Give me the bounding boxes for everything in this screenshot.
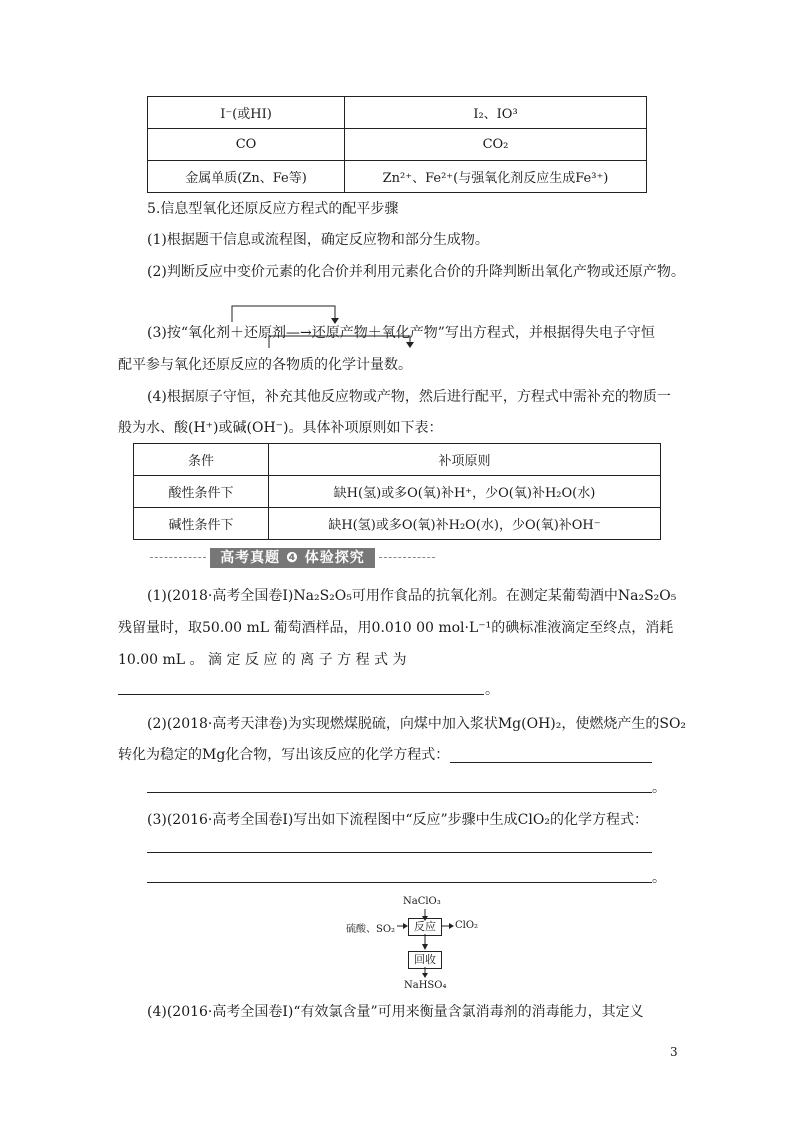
q1-line1: (1)(2018·高考全国卷Ⅰ)Na₂S₂O₅可用作食品的抗氧化剂。在测定某葡萄酒中Na₂S₂O₅ [147,588,677,604]
table-cell: 缺H(氢)或多O(氧)补H⁺，少O(氧)补H₂O(水) [269,476,661,508]
answer-blank[interactable] [147,792,652,793]
step-1: (1)根据题干信息或流程图，确定反应物和部分生成物。 [147,232,489,248]
q2-end: 。 [652,780,666,796]
flow-box-reaction: 反应 [408,918,442,936]
banner-title: 高考真题 ❹ 体验探究 [210,548,375,568]
table-row [134,476,661,508]
q2-line1: (2)(2018·高考天津卷)为实现燃煤脱硫，向煤中加入浆状Mg(OH)₂，使燃烧产生的SO₂ [147,716,687,732]
column-header: 条件 [134,444,269,476]
step-4-line1: (4)根据原子守恒，补充其他反应物或产物，然后进行配平，方程式中需补充的物质一 [147,389,671,405]
table-cell: CO [148,129,345,161]
table-row [148,129,647,161]
answer-blank[interactable] [118,694,484,695]
answer-blank[interactable] [450,762,652,763]
flow-input-top: NaClO₃ [403,896,441,907]
step-3-line2: 配平参与氧化还原反应的各物质的化学计量数。 [118,357,412,373]
q3-line1: (3)(2016·高考全国卷Ⅰ)写出如下流程图中“反应”步骤中生成ClO₂的化学方程式： [147,812,648,828]
q2-line2: 转化为稳定的Mg化合物，写出该反应的化学方程式： [118,747,450,763]
column-header: 补项原则 [269,444,661,476]
page-number: 3 [670,1045,678,1059]
table-cell: I⁻(或HI) [148,97,345,129]
table-cell: 金属单质(Zn、Fe等) [148,161,345,193]
flow-output-bottom: NaHSO₄ [404,980,447,991]
flow-output-right: ClO₂ [455,920,479,931]
q1-end: 。 [485,682,499,698]
step-3-line1: (3)按“氧化剂＋还原剂—→还原产物＋氧化产物”写出方程式，并根据得失电子守恒 [147,325,655,341]
banner-divider [150,557,206,558]
banner-divider [379,557,435,558]
section-title: 5.信息型氧化还原反应方程式的配平步骤 [147,201,399,217]
step-4-line2: 般为水、酸(H⁺)或碱(OH⁻)。具体补项原则如下表： [118,420,443,436]
table-cell: 酸性条件下 [134,476,269,508]
q1-line2: 残留量时，取50.00 mL 葡萄酒样品，用0.010 00 mol·L⁻¹的碘标准液滴定至终点，消耗 [118,620,674,636]
flow-input-left: 硫酸、SO₂ [346,924,396,935]
q1-line3: 10.00 mL 。 滴 定 反 应 的 离 子 方 程 式 为 [118,652,407,668]
answer-blank[interactable] [147,882,652,883]
table-cell: Zn²⁺、Fe²⁺(与强氧化剂反应生成Fe³⁺) [345,161,647,193]
redox-products-table [147,96,647,193]
table-header-row [134,444,661,476]
supplement-rules-table [133,443,661,540]
q3-end: 。 [652,870,666,886]
table-row [134,508,661,540]
flow-box-recovery: 回收 [408,951,442,969]
table-row [148,161,647,193]
table-cell: CO₂ [345,129,647,161]
table-row [148,97,647,129]
table-cell: 碱性条件下 [134,508,269,540]
table-cell: I₂、IO³ [345,97,647,129]
step-2: (2)判断反应中变价元素的化合价并利用元素化合价的升降判断出氧化产物或还原产物。 [147,264,685,280]
q4-line1: (4)(2016·高考全国卷Ⅰ)“有效氯含量”可用来衡量含氯消毒剂的消毒能力，其定义 [147,1004,644,1020]
table-cell: 缺H(氢)或多O(氧)补H₂O(水)，少O(氧)补OH⁻ [269,508,661,540]
section-banner [150,548,435,568]
answer-blank[interactable] [147,852,652,853]
